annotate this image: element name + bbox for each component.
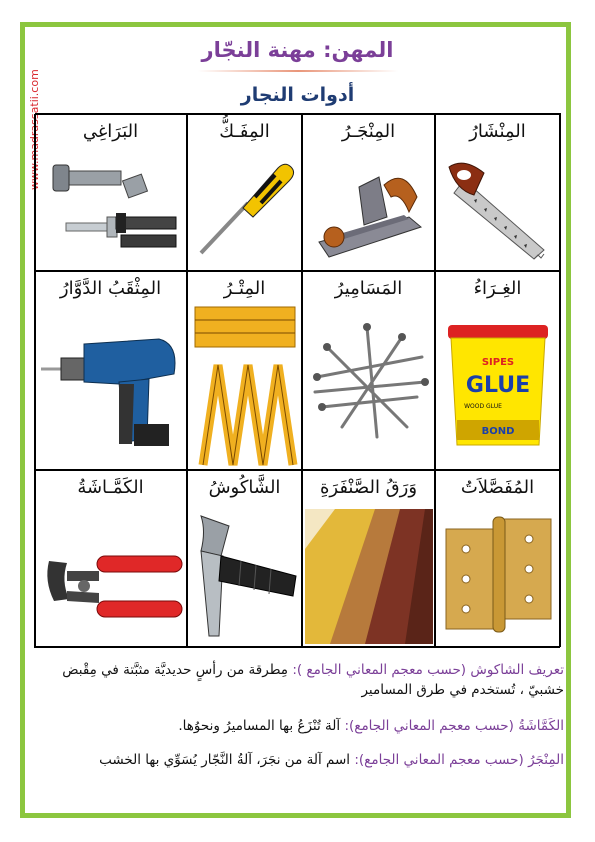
- definition-plane: [42, 750, 564, 770]
- definition-text: مِطرقة من رأسٍ حديديَّة مثبَّتة في مِقْبض خشبيّ ، تُستخدم في طرق المسامير: [62, 662, 564, 698]
- definition-text: اسم آلة من نجَرَ، آلةُ النَّجّار يُسَوِّي بها الخشب: [99, 752, 355, 768]
- tool-cell-hinge: [435, 470, 560, 648]
- tools-grid: [35, 113, 561, 647]
- tool-label: الشَّاكُوشُ: [208, 477, 281, 498]
- tool-cell-saw: [435, 114, 560, 271]
- power-drill-icon: [39, 314, 184, 454]
- tool-label: المُفَصَّلاَتُ: [460, 477, 535, 498]
- tool-label: الكَمَّـاشَةُ: [77, 477, 144, 498]
- tool-cell-bolts: [34, 114, 187, 271]
- website-watermark: www.madrassatii.com: [28, 69, 41, 190]
- hinge-icon: [441, 509, 556, 644]
- definition-source: المِنْجَرُ (حسب معجم المعاني الجامع):: [354, 752, 564, 768]
- bolts-icon: [41, 155, 181, 265]
- sandpaper-icon: [305, 509, 433, 644]
- nails-icon: [307, 317, 432, 447]
- page-title: المهن: مهنة النجّار: [201, 38, 394, 62]
- tool-cell-screwdriver: [187, 114, 302, 271]
- definition-text: آلة تُنْزَعُ بها المساميرُ ونحوُها.: [178, 718, 345, 734]
- hand-plane-icon: [309, 157, 429, 267]
- tool-cell-hammer: [187, 470, 302, 648]
- glue-bond: BOND: [481, 426, 515, 437]
- definition-pincers: [42, 716, 564, 736]
- tool-cell-pincers: [34, 470, 187, 648]
- tool-cell-plane: [302, 114, 435, 271]
- glue-brand: SIPES: [481, 357, 515, 368]
- tool-label: المِنْجَـرُ: [341, 121, 396, 142]
- tool-label: المِتْـرُ: [223, 278, 266, 299]
- tool-label: البَرَاغِي: [82, 121, 139, 142]
- glue-word: GLUE: [465, 373, 531, 398]
- tool-cell-drill: [34, 271, 187, 470]
- tool-label: المَسَامِيرُ: [334, 278, 403, 299]
- tool-label: الغِـرَاءُ: [473, 278, 522, 299]
- definition-source: تعريف الشاكوش (حسب معجم المعاني الجامع ):: [292, 662, 564, 678]
- tool-label: المِفَـكُّ: [219, 121, 270, 142]
- screwdriver-icon: [193, 153, 298, 263]
- folding-ruler-icon: [193, 305, 298, 470]
- tool-cell-sandpaper: [302, 470, 435, 648]
- pincers-icon: [39, 531, 184, 641]
- tool-cell-nails: [302, 271, 435, 470]
- saw-icon: [444, 155, 554, 265]
- glue-bucket-icon: [443, 320, 553, 450]
- page-subtitle: أدوات النجار: [240, 84, 355, 106]
- tool-label: المِثْقَبُ الدَّوَّارُ: [59, 278, 162, 299]
- tool-cell-ruler: [187, 271, 302, 470]
- hammer-icon: [191, 511, 299, 641]
- definition-source: الكَمَّاشَةُ (حسب معجم المعاني الجامع):: [344, 718, 564, 734]
- glue-sub: WOOD GLUE: [464, 403, 502, 410]
- title-underline: [198, 70, 398, 72]
- tool-cell-glue: [435, 271, 560, 470]
- tool-label: وَرَقُ الصَّنْفَرَةِ: [319, 477, 418, 498]
- definition-hammer: [42, 660, 564, 700]
- tool-label: المِنْشَارُ: [469, 121, 526, 142]
